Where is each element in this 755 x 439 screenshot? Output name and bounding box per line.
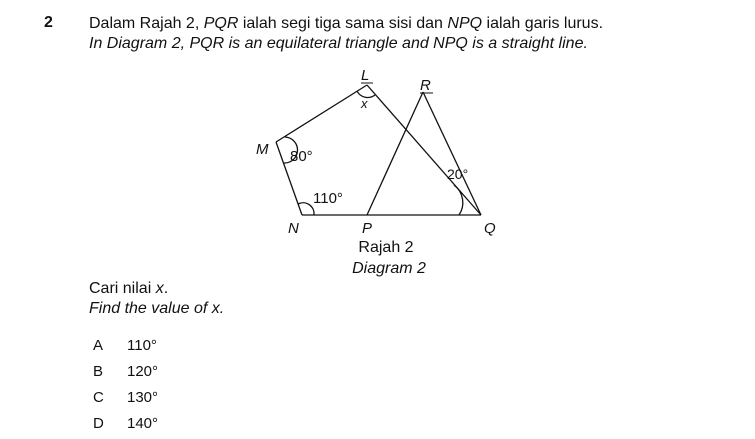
side-LM	[276, 85, 367, 142]
option-c[interactable]	[93, 389, 158, 406]
option-letter: B	[93, 363, 104, 380]
diagram-caption-english: Diagram 2	[352, 260, 426, 277]
vertex-label-Q: Q	[484, 220, 496, 237]
stem-english: In Diagram 2, PQR is an equilateral triangle and NPQ is a straight line.	[89, 35, 588, 52]
option-letter: A	[93, 337, 104, 354]
vertex-label-R: R	[420, 77, 431, 94]
angle-label-Q: 20°	[447, 166, 469, 182]
line-LQ	[367, 85, 481, 215]
question-prompt	[89, 279, 224, 319]
angle-arc-Q	[454, 185, 463, 215]
prompt-malay: Cari nilai x.	[89, 280, 169, 297]
option-a[interactable]	[93, 337, 157, 354]
option-d[interactable]	[93, 415, 158, 432]
option-value: 130°	[127, 389, 159, 406]
stem-malay: Dalam Rajah 2, PQR ialah segi tiga sama sisi dan NPQ ialah garis lurus.	[89, 15, 604, 32]
side-RQ	[423, 92, 481, 215]
option-value: 140°	[127, 415, 159, 432]
vertex-label-N: N	[288, 220, 299, 237]
angle-label-N: 110°	[313, 190, 343, 207]
option-b[interactable]	[93, 363, 158, 380]
option-value: 120°	[127, 363, 159, 380]
option-letter: C	[93, 389, 104, 406]
angle-label-x: x	[361, 96, 368, 111]
diagram-caption-malay: Rajah 2	[358, 239, 414, 256]
question-number: 2	[44, 14, 53, 31]
angle-label-M: 80°	[290, 148, 313, 165]
side-PR	[367, 92, 423, 215]
vertex-label-P: P	[362, 220, 373, 237]
option-value: 110°	[127, 337, 157, 354]
option-letter: D	[93, 415, 104, 432]
vertex-label-M: M	[256, 141, 269, 158]
prompt-english: Find the value of x.	[89, 300, 225, 317]
vertex-label-L: L	[361, 67, 370, 84]
